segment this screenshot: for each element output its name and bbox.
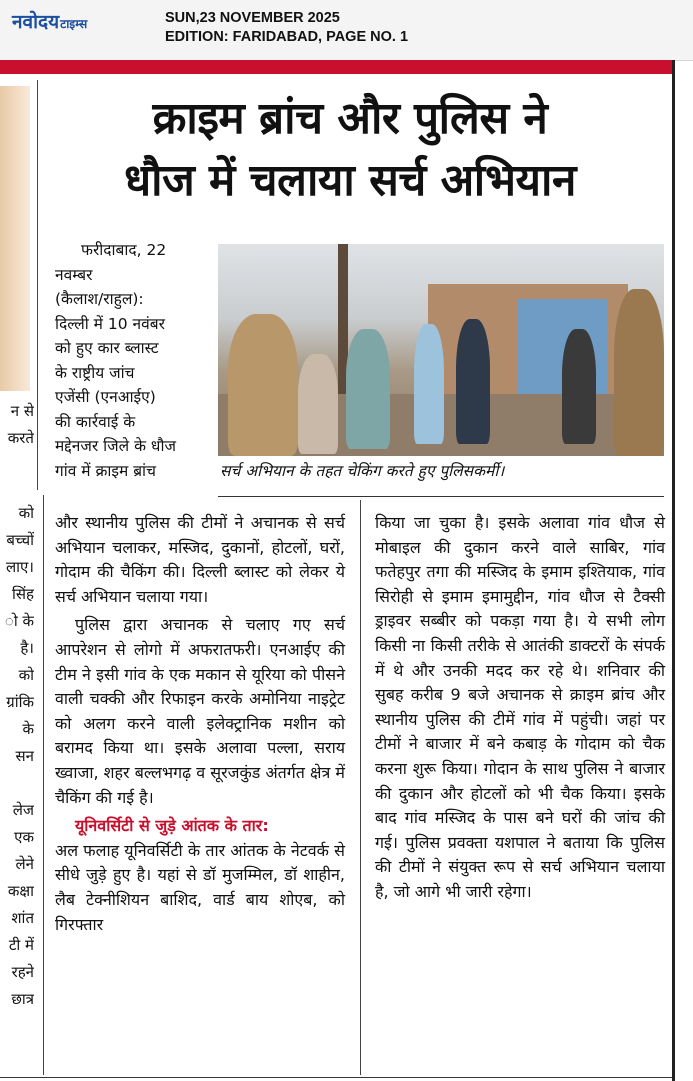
photo-caption: सर्च अभियान के तहत चेकिंग करते हुए पुलिसकर्मी। xyxy=(220,462,505,480)
neighbor-line: सन xyxy=(15,747,34,765)
logo-main: नवोदय xyxy=(12,11,60,33)
left-column-rule xyxy=(37,80,38,490)
photo-child xyxy=(298,354,338,454)
caption-rule xyxy=(218,496,664,497)
headline-line-2: धौज में चलाया सर्च अभियान xyxy=(124,155,576,206)
neighbor-line: है। xyxy=(20,639,34,657)
newspaper-logo xyxy=(12,8,87,34)
article-headline xyxy=(40,88,660,212)
neighbor-line: को xyxy=(18,666,34,684)
photo-policeman-right xyxy=(614,289,664,456)
neighbor-line: रहने xyxy=(11,963,34,981)
neighbor-photo-fragment xyxy=(0,86,30,391)
neighbor-line: लेने xyxy=(15,855,34,873)
neighbor-line: सिंह xyxy=(12,585,34,603)
edition-meta xyxy=(165,9,408,47)
neighbor-line: टी में xyxy=(8,936,34,954)
neighbor-line: ग्रांकि xyxy=(6,693,34,711)
neighbor-text-top xyxy=(0,398,34,452)
neighbor-line: के xyxy=(22,720,34,738)
neighbor-line: बच्चों xyxy=(6,531,34,549)
narrow-line: को हुए कार ब्लास्ट xyxy=(55,339,159,357)
photo-man xyxy=(562,329,596,444)
narrow-column xyxy=(55,238,205,483)
narrow-line: गांव में क्राइम ब्रांच xyxy=(55,461,156,480)
edition-date: SUN,23 NOVEMBER 2025 xyxy=(165,10,340,26)
bottom-rule xyxy=(0,1077,672,1078)
neighbor-line: छात्र xyxy=(11,990,34,1008)
edition-page: EDITION: FARIDABAD, PAGE NO. 1 xyxy=(165,29,409,45)
photo-man xyxy=(456,319,490,444)
narrow-line: मद्देनजर जिले के धौज xyxy=(55,437,176,455)
photo-man xyxy=(414,324,444,444)
right-border xyxy=(672,60,675,1081)
article-column-1 xyxy=(55,511,345,937)
left-column-rule-lower xyxy=(43,495,44,1075)
neighbor-line: लेज xyxy=(12,801,34,819)
neighbor-line: करते xyxy=(7,429,34,447)
narrow-line: के राष्ट्रीय जांच xyxy=(55,363,135,382)
neighbor-line xyxy=(0,770,34,797)
paragraph: पुलिस द्वारा अचानक से चलाए गए सर्च आपरेशन से लोगो में अफरातफरी। एनआईए की टीम ने इसी गांव के एक मकान से यूरिया को पीसने वाली चक्की और रिफाइन करके अमोनिया नाइट्रेट को अलग करने वाली इलेक्ट्रानिक मशीन को बरामद किया था। इसके अलावा पल्ला, सराय ख्वाजा, शहर बल्लभगढ़ व सूरजकुंड अंतर्गत क्षेत्र में चैकिंग की गई है। xyxy=(55,615,345,807)
narrow-line: (कैलाश/राहुल): xyxy=(55,290,144,308)
neighbor-line: न से xyxy=(10,402,34,420)
neighbor-line: कक्षा xyxy=(7,882,34,900)
article-photo xyxy=(218,244,664,456)
headline-line-1: क्राइम ब्रांच और पुलिस ने xyxy=(152,93,548,144)
narrow-line: एजेंसी (एनआईए) xyxy=(55,388,156,406)
paragraph: किया जा चुका है। इसके अलावा गांव धौज से मोबाइल की दुकान करने वाले साबिर, गांव फतेहपुर तगा की मस्जिद के इमाम इश्तियाक, गांव सिरोही से इमाम इमामुद्दीन, गांव धौज से टैक्सी ड्राइवर सब्बीर को पकड़ा गया है। ये सभी लोग किसी ना किसी तरीके से आतंकी डाक्टरों के संपर्क में थे और उनकी मदद कर रहे थे। शनिवार की सुबह करीब 9 बजे अचानक से क्राइम ब्रांच और स्थानीय पुलिस की टीमें गांव में पहुंची। जहां पर टीमों ने बाजार में बने कबाड़ के गोदाम को चैक करना शुरू किया। गोदान के साथ पुलिस ने बाजार की दुकान और होटलों को भी चैक किया। इसके बाद गांव मस्जिद के पास बने घरों की जांच की गई। पुलिस प्रवक्ता यशपाल ने बताया कि पुलिस की टीमों ने संयुक्त रूप से सर्च अभियान चलाया है, जो आगे भी जारी रहेगा। xyxy=(375,513,665,901)
neighbor-line: एक xyxy=(14,828,34,846)
paragraph: और स्थानीय पुलिस की टीमों ने अचानक से सर्च अभियान चलाकर, मस्जिद, दुकानों, होटलों, घरों, गोदाम की चैकिंग की। दिल्ली ब्लास्ट को लेकर ये सर्च अभियान चलाया गया। xyxy=(55,513,345,606)
paragraph: अल फलाह यूनिवर्सिटी के तार आंतक के नेटवर्क से सीधे जुड़े हुए है। यहां से डॉ मुजम्मिल, डॉ शाहीन, लैब टेक्नीशियन बाशिद, वार्ड बाय शोएब, को गिरफ्तार xyxy=(55,840,345,934)
neighbor-line: ो के xyxy=(4,612,34,630)
neighbor-text-bottom xyxy=(0,500,34,1013)
neighbor-line: लाए। xyxy=(5,558,34,576)
neighbor-line: शांत xyxy=(11,909,34,927)
red-banner-strip xyxy=(0,60,672,74)
narrow-line: की कार्रवाई के xyxy=(55,412,136,431)
column-rule xyxy=(360,500,361,1075)
narrow-line: दिल्ली में 10 नवंबर xyxy=(55,314,165,333)
photo-woman xyxy=(346,329,390,449)
logo-sub: टाइम्स xyxy=(60,17,88,31)
neighbor-line: को xyxy=(18,504,34,522)
article-column-2 xyxy=(375,511,665,905)
subheading: यूनिवर्सिटी से जुड़े आंतक के तार: xyxy=(75,816,269,836)
edition-header xyxy=(0,0,693,61)
narrow-line: नवम्बर xyxy=(55,265,93,284)
photo-policeman-left xyxy=(228,314,298,456)
dateline: फरीदाबाद, 22 xyxy=(81,241,167,259)
